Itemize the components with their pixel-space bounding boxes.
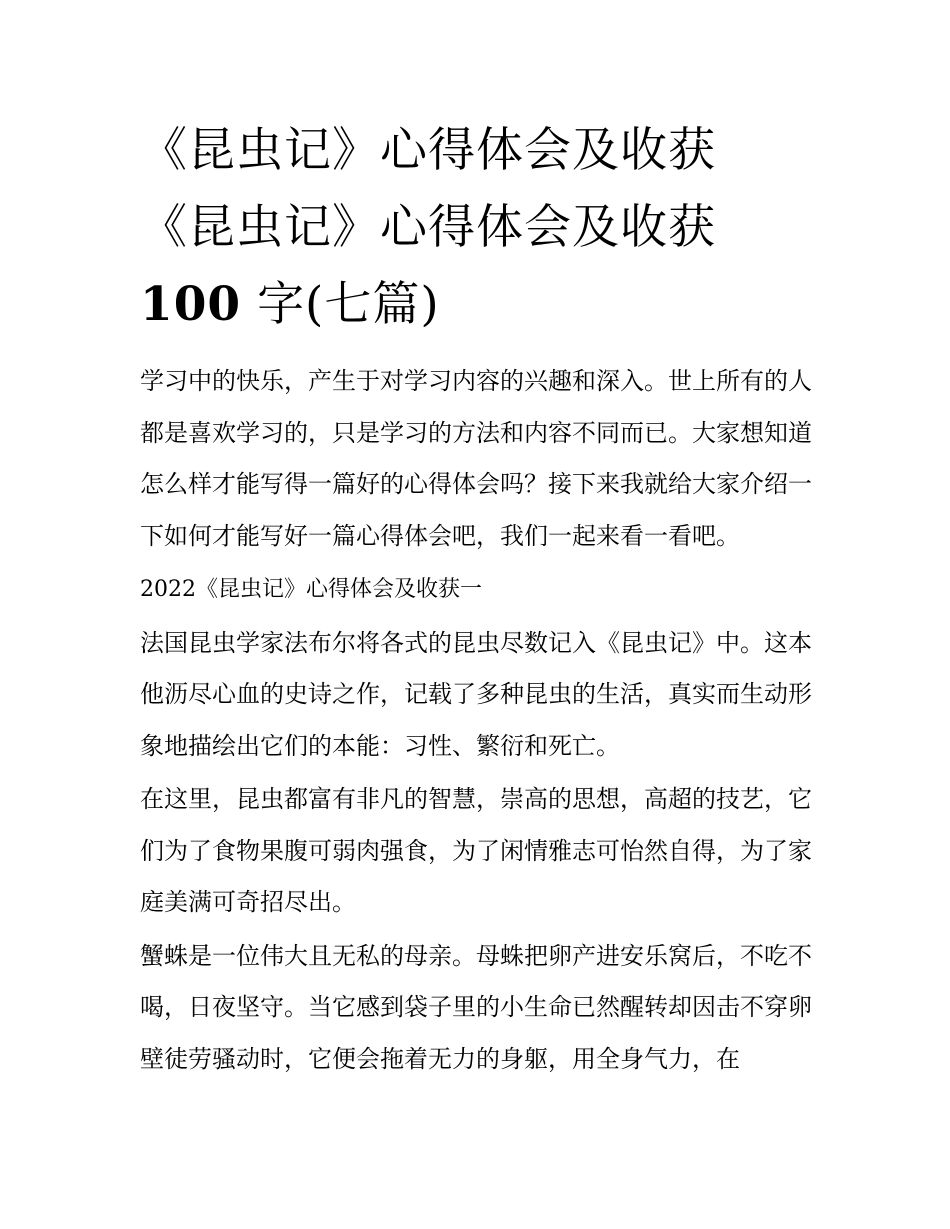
- document-title: [140, 112, 820, 343]
- body-paragraph: 法国昆虫学家法布尔将各式的昆虫尽数记入《昆虫记》中。这本他沥尽心血的史诗之作，记载了多种昆虫的生活，真实而生动形象地描绘出它们的本能：习性、繁衍和死亡。: [140, 628, 812, 760]
- title-line-3: [140, 266, 820, 343]
- title-suffix: 字(七篇): [257, 277, 440, 332]
- title-line-1: 《昆虫记》心得体会及收获: [140, 123, 716, 178]
- title-word-count: 100: [140, 277, 242, 332]
- document-body: [140, 356, 812, 1087]
- intro-paragraph: 学习中的快乐，产生于对学习内容的兴趣和深入。世上所有的人都是喜欢学习的，只是学习的方法和内容不同而已。大家想知道怎么样才能写得一篇好的心得体会吗？接下来我就给大家介绍一下如何才能写好一篇心得体会吧，我们一起来看一看吧。: [140, 367, 812, 550]
- body-paragraph: 在这里，昆虫都富有非凡的智慧，崇高的思想，高超的技艺，它们为了食物果腹可弱肉强食，为了闲情雅志可怡然自得，为了家庭美满可奇招尽出。: [140, 785, 812, 916]
- section-heading: 2022《昆虫记》心得体会及收获一: [140, 577, 482, 602]
- body-paragraph: 蟹蛛是一位伟大且无私的母亲。母蛛把卵产进安乐窝后，不吃不喝，日夜坚守。当它感到袋子里的小生命已然醒转却因击不穿卵壁徒劳骚动时，它便会拖着无力的身躯，用全身气力，在: [140, 941, 812, 1073]
- title-line-2: 《昆虫记》心得体会及收获: [140, 200, 716, 255]
